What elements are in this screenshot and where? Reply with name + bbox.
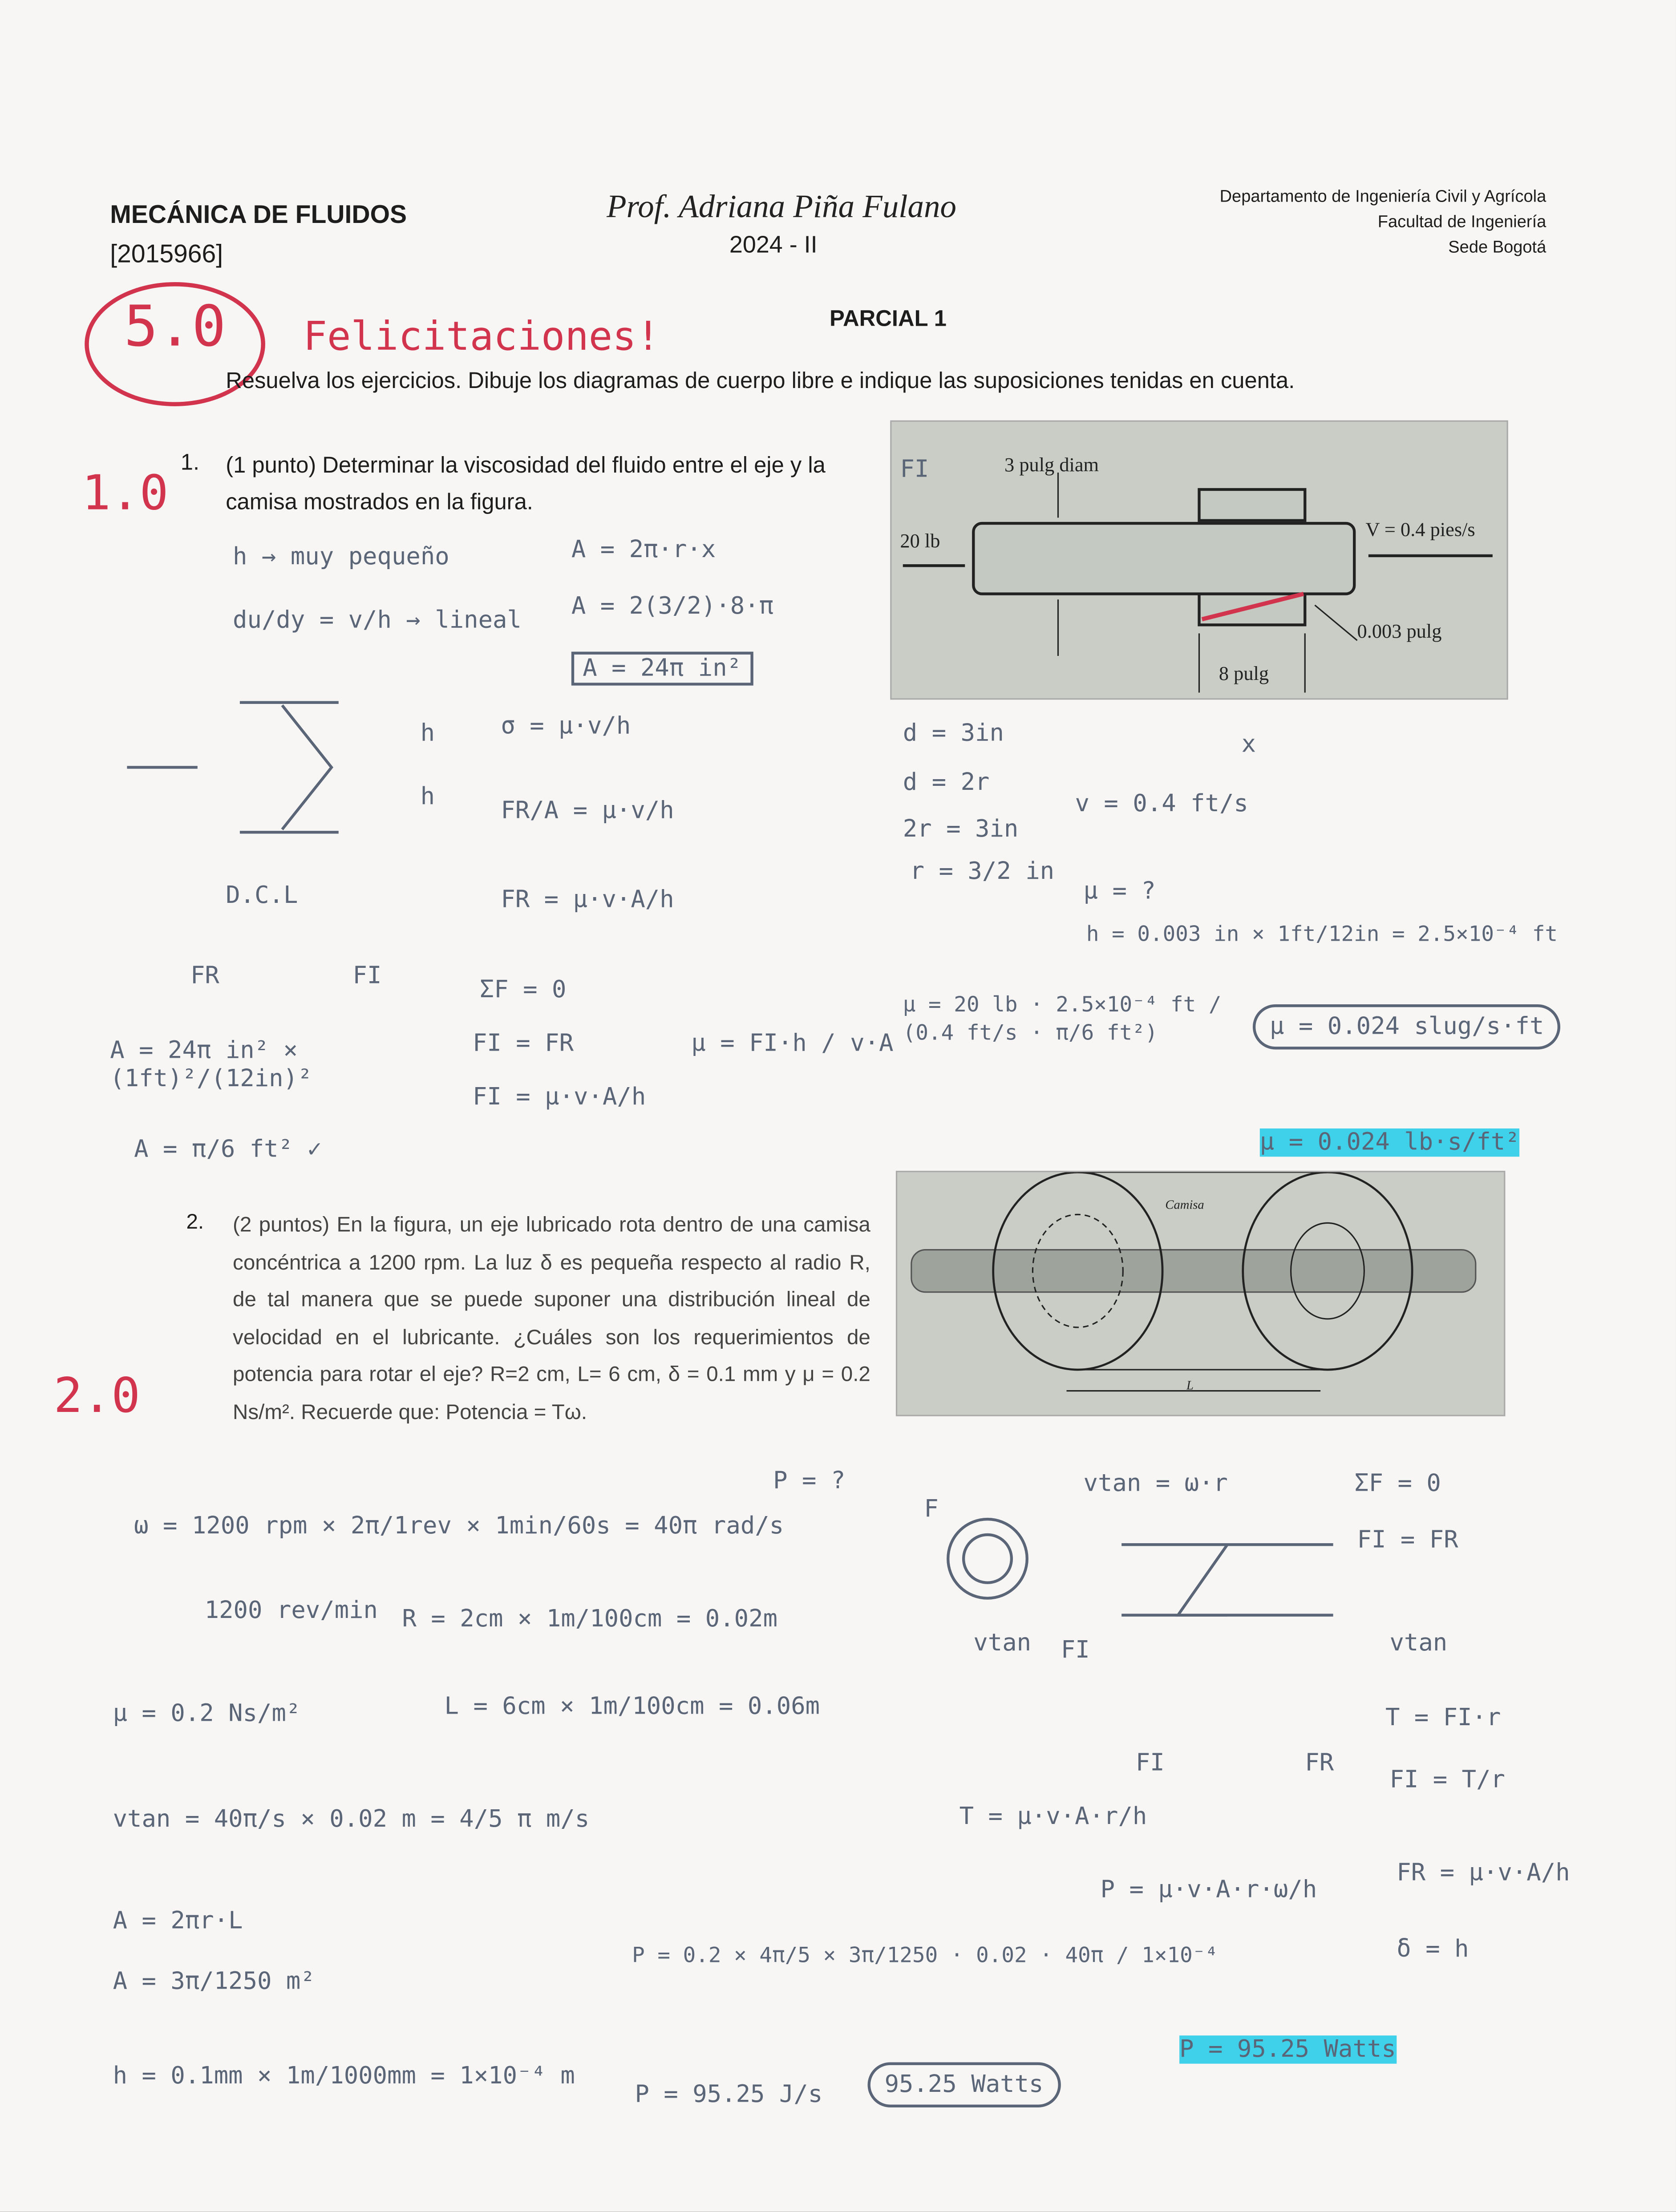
work-line: h <box>420 719 435 748</box>
work-line: FR <box>1305 1749 1334 1778</box>
work-line: δ = h <box>1397 1935 1469 1964</box>
work-line: ω = 1200 rpm × 2π/1rev × 1min/60s = 40π rad/s <box>134 1512 784 1541</box>
exam-title: PARCIAL 1 <box>829 307 947 332</box>
force-label: 20 lb <box>900 532 940 553</box>
work-line: vtan = ω·r <box>1083 1470 1228 1498</box>
work-line: FI <box>1061 1636 1090 1665</box>
final-grade: 5.0 <box>85 282 265 406</box>
velocity-profile-sketch <box>127 691 367 860</box>
work-line: 2r = 3in <box>903 815 1019 844</box>
work-line: P = 95.25 J/s <box>635 2080 823 2109</box>
work-line: FR/A = μ·v/h <box>501 797 674 825</box>
work-line: A = 24π in² × (1ft)²/(12in)² <box>110 1036 312 1093</box>
work-line: FI = FR <box>472 1030 574 1058</box>
sleeve-label: Camisa <box>1165 1197 1204 1212</box>
work-line: σ = μ·v/h <box>501 712 631 741</box>
work-line: r = 3/2 in <box>910 857 1055 886</box>
work-line: P = ? <box>773 1467 846 1496</box>
work-line: A = 2πr·L <box>113 1907 243 1936</box>
diameter-label: 3 pulg diam <box>1004 455 1099 477</box>
work-line: μ = 0.2 Ns/m² <box>113 1699 301 1728</box>
work-line: du/dy = v/h → lineal <box>233 607 522 635</box>
length-label: 8 pulg <box>1219 664 1269 686</box>
work-line: ΣF = 0 <box>479 976 567 1005</box>
work-line: T = μ·v·A·r/h <box>959 1803 1147 1831</box>
work-line: FR <box>190 962 219 991</box>
p1-score: 1.0 <box>81 465 169 522</box>
work-line: FI = FR <box>1357 1526 1458 1555</box>
p1-number: 1. <box>180 451 200 476</box>
work-line: h <box>420 783 435 811</box>
p2-figure <box>896 1171 1505 1416</box>
work-line: vtan <box>973 1629 1032 1658</box>
work-line: A = 24π in² <box>571 652 753 686</box>
work-line: h = 0.1mm × 1m/1000mm = 1×10⁻⁴ m <box>113 2062 575 2091</box>
work-line: FI = T/r <box>1389 1766 1506 1795</box>
work-line: FI = μ·v·A/h <box>472 1083 646 1112</box>
work-line: F <box>924 1495 939 1524</box>
work-line: L = 6cm × 1m/100cm = 0.06m <box>444 1693 820 1721</box>
work-line: FI <box>352 962 382 991</box>
shaft-sleeve-diagram <box>891 422 1506 698</box>
answer-cloud: 95.25 Watts <box>868 2062 1061 2107</box>
grader-comment: Felicitaciones! <box>303 313 660 360</box>
work-line: T = FI·r <box>1385 1704 1501 1732</box>
semester: 2024 - II <box>729 231 818 259</box>
p1-figure <box>890 421 1508 700</box>
course-title: MECÁNICA DE FLUIDOS <box>110 200 407 229</box>
work-line: d = 2r <box>903 768 990 797</box>
work-line: R = 2cm × 1m/100cm = 0.02m <box>402 1605 778 1634</box>
instructions: Resuelva los ejercicios. Dibuje los diagramas de cuerpo libre e indique las suposiciones tenidas en cuenta. <box>226 369 1295 394</box>
velocity-label: V = 0.4 pies/s <box>1365 520 1475 542</box>
p2-number: 2. <box>186 1210 204 1234</box>
work-line: h → muy pequeño <box>233 543 449 571</box>
answer-cloud: μ = 0.024 slug/s·ft <box>1253 1004 1561 1049</box>
work-line: vtan = 40π/s × 0.02 m = 4/5 π m/s <box>113 1805 590 1834</box>
faculty: Facultad de Ingeniería <box>1377 211 1546 231</box>
p1-statement: (1 punto) Determinar la viscosidad del fluido entre el eje y la camisa mostrados en la figura. <box>226 454 826 515</box>
work-line: D.C.L <box>226 882 298 910</box>
p2-score: 2.0 <box>53 1368 141 1425</box>
highlighted-answer: P = 95.25 Watts <box>1179 2035 1396 2064</box>
work-line: vtan <box>1389 1629 1448 1658</box>
course-code: [2015966] <box>110 239 223 268</box>
work-line: μ = 20 lb · 2.5×10⁻⁴ ft / (0.4 ft/s · π/6 ft²) <box>903 991 1222 1045</box>
work-line: P = μ·v·A·r·ω/h <box>1100 1876 1317 1905</box>
work-line: v = 0.4 ft/s <box>1075 790 1248 818</box>
work-line: A = π/6 ft² ✓ <box>134 1135 322 1164</box>
p2-statement: (2 puntos) En la figura, un eje lubricado rota dentro de una camisa concéntrica a 1200 rpm. La luz δ es pequeña respecto al radio R, de tal manera que se puede suponer una distribución lineal de velocidad en el lubricante. ¿Cuáles son los requerimientos de potencia para rotar el eje? R=2 cm, L= 6 cm, δ = 0.1 mm y μ = 0.2 Ns/m². Recuerde que: Potencia = Tω. <box>233 1213 870 1424</box>
work-line: μ = FI·h / v·A <box>691 1030 894 1058</box>
work-line: 1200 rev/min <box>204 1597 378 1625</box>
work-line: A = 2π·r·x <box>571 536 716 564</box>
work-line: A = 2(3/2)·8·π <box>571 592 774 621</box>
work-line: d = 3in <box>903 719 1004 748</box>
work-line: A = 3π/1250 m² <box>113 1968 315 1996</box>
work-line: μ = ? <box>1083 877 1156 906</box>
work-line: FI <box>1135 1749 1165 1778</box>
professor: Prof. Adriana Piña Fulano <box>607 189 956 225</box>
length-label: L <box>1186 1378 1194 1392</box>
gap-label: 0.003 pulg <box>1357 622 1442 643</box>
work-line: ΣF = 0 <box>1354 1470 1441 1498</box>
work-line: P = 0.2 × 4π/5 × 3π/1250 · 0.02 · 40π / 1×10⁻⁴ <box>632 1942 1219 1968</box>
work-line: FR = μ·v·A/h <box>1397 1859 1570 1888</box>
work-line: FR = μ·v·A/h <box>501 886 674 914</box>
department: Departamento de Ingeniería Civil y Agrícola <box>1219 186 1546 206</box>
campus: Sede Bogotá <box>1448 237 1546 257</box>
work-line: h = 0.003 in × 1ft/12in = 2.5×10⁻⁴ ft <box>1086 921 1558 947</box>
highlighted-answer: μ = 0.024 lb·s/ft² <box>1259 1128 1520 1157</box>
fi-label: FI <box>900 455 929 484</box>
work-line: x <box>1241 731 1256 759</box>
